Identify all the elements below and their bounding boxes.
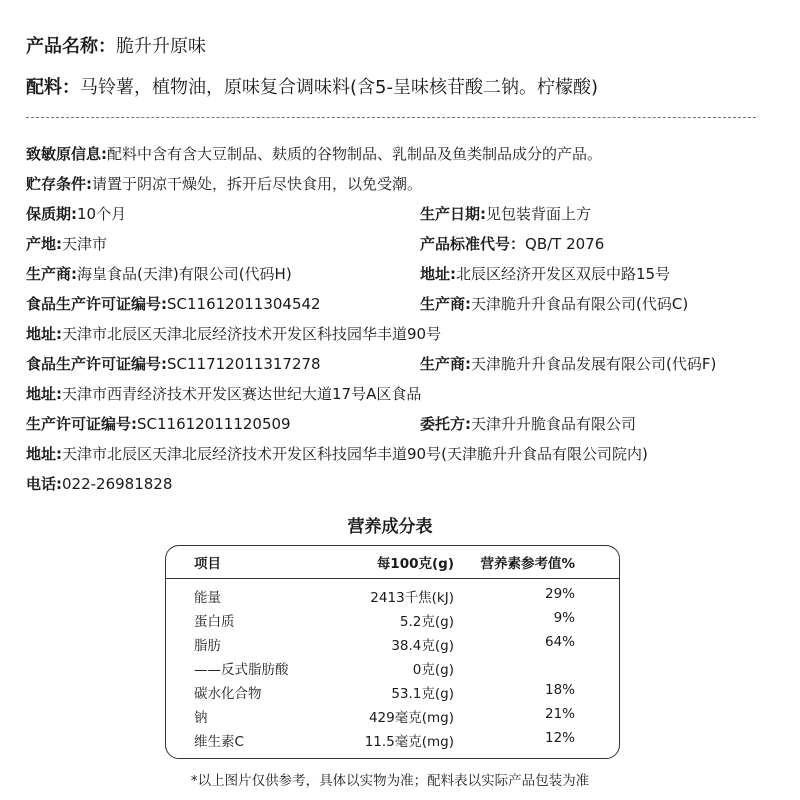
address3-line bbox=[26, 383, 421, 404]
manufacturer3-label: 生产商: bbox=[420, 355, 471, 373]
address4-label: 地址: bbox=[26, 445, 62, 463]
row-item: ——反式脂肪酸 bbox=[194, 662, 289, 678]
table-row bbox=[166, 706, 619, 728]
row-nrv: 21% bbox=[544, 706, 575, 722]
address3-label: 地址: bbox=[26, 385, 62, 403]
production-date-value: 见包装背面上方 bbox=[486, 205, 592, 223]
row-nrv: 18% bbox=[544, 682, 575, 698]
address4-value: 天津市北辰区天津北辰经济技术开发区科技园华丰道90号(天津脆升升食品有限公司院内) bbox=[62, 445, 648, 463]
shelf-life-label: 保质期: bbox=[26, 205, 77, 223]
row-value: 53.1克(g) bbox=[391, 686, 454, 702]
table-row bbox=[166, 634, 619, 656]
row-value: 11.5毫克(mg) bbox=[364, 734, 454, 750]
row-item: 碳水化合物 bbox=[194, 686, 262, 702]
table-row bbox=[166, 610, 619, 632]
dashed-divider bbox=[26, 117, 756, 118]
address2-line bbox=[26, 323, 441, 344]
license1-label: 食品生产许可证编号: bbox=[26, 295, 167, 313]
address1-value: 北辰区经济开发区双辰中路15号 bbox=[456, 265, 671, 283]
nutrition-table bbox=[165, 545, 620, 759]
nutrition-title: 营养成分表 bbox=[347, 517, 433, 537]
address2-value: 天津市北辰区天津北辰经济技术开发区科技园华丰道90号 bbox=[62, 325, 442, 343]
manufacturer3-value: 天津脆升升食品发展有限公司(代码F) bbox=[471, 355, 717, 373]
row-item: 能量 bbox=[194, 590, 221, 606]
table-row bbox=[166, 658, 619, 680]
manufacturer3-line bbox=[420, 353, 716, 374]
allergen-label: 致敏原信息: bbox=[26, 145, 107, 163]
storage-label: 贮存条件: bbox=[26, 175, 92, 193]
row-nrv: 29% bbox=[544, 586, 575, 602]
address1-line bbox=[420, 263, 670, 284]
address3-value: 天津市西青经济技术开发区赛达世纪大道17号A区食品 bbox=[62, 385, 422, 403]
standard-line bbox=[420, 233, 604, 254]
address2-label: 地址: bbox=[26, 325, 62, 343]
row-item: 维生素C bbox=[194, 734, 244, 750]
row-nrv: 12% bbox=[544, 730, 575, 746]
row-value: 5.2克(g) bbox=[399, 614, 454, 630]
origin-label: 产地: bbox=[26, 235, 62, 253]
product-name-line bbox=[26, 32, 206, 58]
entrusting-line bbox=[420, 413, 636, 434]
license3-label: 生产许可证编号: bbox=[26, 415, 137, 433]
table-row bbox=[166, 730, 619, 752]
row-item: 钠 bbox=[194, 710, 208, 726]
shelf-life-value: 10个月 bbox=[77, 205, 127, 223]
license1-value: SC11612011304542 bbox=[167, 295, 321, 313]
license3-value: SC11612011120509 bbox=[137, 415, 291, 433]
footnote: *以上图片仅供参考，具体以实物为准；配料表以实际产品包装为准 bbox=[190, 773, 590, 789]
storage-line bbox=[26, 173, 422, 194]
manufacturer1-value: 海皇食品(天津)有限公司(代码H) bbox=[77, 265, 292, 283]
manufacturer1-label: 生产商: bbox=[26, 265, 77, 283]
table-row bbox=[166, 586, 619, 608]
phone-line bbox=[26, 473, 172, 494]
row-value: 429毫克(mg) bbox=[368, 710, 454, 726]
header-per100g: 每100克(g) bbox=[376, 556, 454, 572]
license1-line bbox=[26, 293, 321, 314]
entrusting-value: 天津升升脆食品有限公司 bbox=[471, 415, 637, 433]
ingredients-value: 马铃薯，植物油，原味复合调味料(含5-呈味核苷酸二钠。柠檬酸) bbox=[80, 77, 598, 98]
product-name-value: 脆升升原味 bbox=[116, 36, 206, 57]
ingredients-label: 配料： bbox=[26, 77, 80, 98]
manufacturer2-line bbox=[420, 293, 688, 314]
origin-value: 天津市 bbox=[62, 235, 108, 253]
shelf-life-line bbox=[26, 203, 126, 224]
standard-label: 产品标准代号： bbox=[420, 235, 526, 253]
storage-value: 请置于阴凉干燥处，拆开后尽快食用，以免受潮。 bbox=[92, 175, 423, 193]
ingredients-line bbox=[26, 73, 598, 99]
nutrition-header-row bbox=[166, 552, 619, 574]
production-date-line bbox=[420, 203, 591, 224]
row-item: 蛋白质 bbox=[194, 614, 235, 630]
license2-label: 食品生产许可证编号: bbox=[26, 355, 167, 373]
manufacturer2-label: 生产商: bbox=[420, 295, 471, 313]
header-nrv: 营养素参考值% bbox=[480, 556, 575, 572]
allergen-line bbox=[26, 143, 602, 164]
allergen-value: 配料中含有含大豆制品、麸质的谷物制品、乳制品及鱼类制品成分的产品。 bbox=[107, 145, 603, 163]
address1-label: 地址: bbox=[420, 265, 456, 283]
standard-value: QB/T 2076 bbox=[525, 235, 605, 253]
row-nrv: 64% bbox=[544, 634, 575, 650]
entrusting-label: 委托方: bbox=[420, 415, 471, 433]
header-item: 项目 bbox=[194, 556, 221, 572]
row-value: 2413千焦(kJ) bbox=[370, 590, 454, 606]
row-value: 0克(g) bbox=[412, 662, 454, 678]
nutrition-header-divider bbox=[166, 578, 619, 579]
manufacturer1-line bbox=[26, 263, 292, 284]
product-name-label: 产品名称： bbox=[26, 36, 116, 57]
phone-value: 022-26981828 bbox=[62, 475, 173, 493]
license2-line bbox=[26, 353, 321, 374]
address4-line bbox=[26, 443, 648, 464]
license3-line bbox=[26, 413, 291, 434]
production-date-label: 生产日期: bbox=[420, 205, 486, 223]
manufacturer2-value: 天津脆升升食品有限公司(代码C) bbox=[471, 295, 689, 313]
table-row bbox=[166, 682, 619, 704]
row-value: 38.4克(g) bbox=[391, 638, 454, 654]
row-nrv: 9% bbox=[553, 610, 575, 626]
row-item: 脂肪 bbox=[194, 638, 221, 654]
license2-value: SC11712011317278 bbox=[167, 355, 321, 373]
phone-label: 电话: bbox=[26, 475, 62, 493]
origin-line bbox=[26, 233, 107, 254]
